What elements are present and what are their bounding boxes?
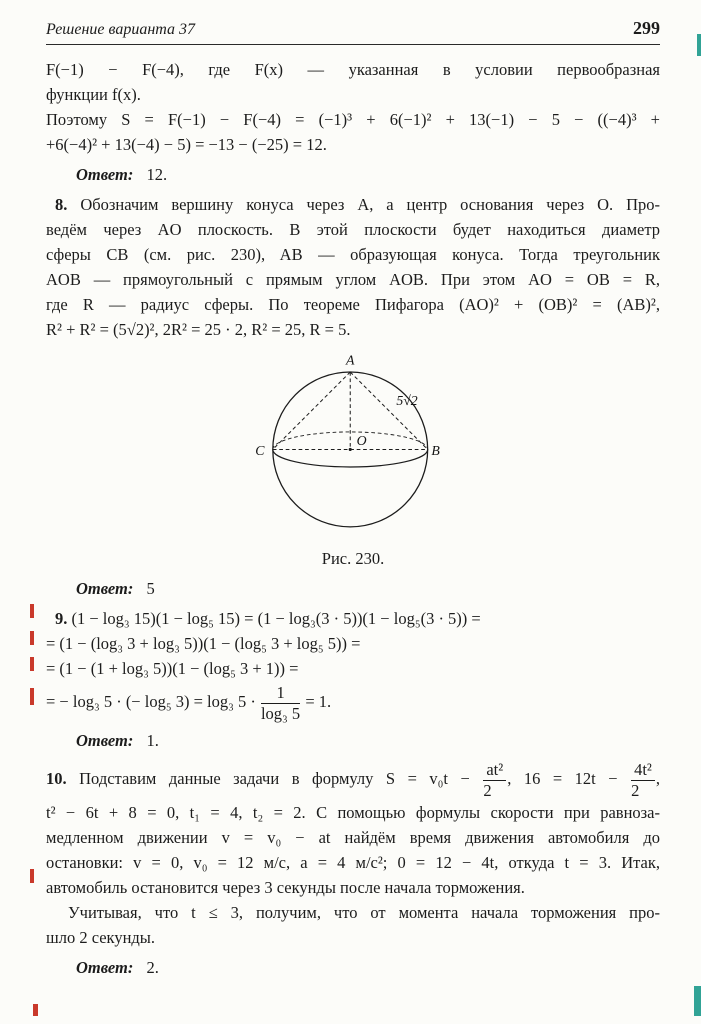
- text-run: Обозначим вершину конуса через A, а центр основания через O. Про-: [80, 195, 660, 214]
- edge-mark-teal: [697, 34, 701, 56]
- answer-label: Ответ:: [76, 731, 134, 750]
- margin-mark-red: [30, 688, 34, 705]
- label-C: C: [255, 442, 265, 458]
- text-line: функции f(x).: [46, 85, 141, 104]
- equation-line: [46, 606, 660, 631]
- fraction: [260, 684, 301, 722]
- text-line: F(−1) − F(−4), где F(x) — указанная в условии первообразная: [46, 60, 660, 79]
- answer-line: [46, 955, 660, 980]
- equation-line: +6(−4)² + 13(−4) − 5) = −13 − (−25) = 12.: [46, 135, 327, 154]
- center-dot: [349, 448, 352, 451]
- problem-number: 10.: [46, 769, 67, 788]
- equation-line: Поэтому S = F(−1) − F(−4) = (−1)³ + 6(−1)² + 13(−1) − 5 − ((−4)³ +: [46, 110, 660, 129]
- margin-mark-red: [30, 604, 34, 618]
- figure-caption: Рис. 230.: [321, 549, 385, 568]
- text-line: автомобиль остановится через 3 секунды после начала торможения.: [46, 878, 525, 897]
- equation-run: (1 − log₃ 15)(1 − log₅ 15) = (1 − log₃(3 · 5))(1 − log₅(3 · 5)) =: [71, 609, 481, 628]
- base-ellipse-back: [273, 432, 428, 450]
- margin-mark-red: [33, 1004, 38, 1016]
- text-line: t² − 6t + 8 = 0, t₁ = 4, t₂ = 2. С помощью формулы скорости при равноза-: [46, 803, 660, 822]
- fraction-numerator: 4t²: [631, 761, 655, 780]
- fraction: [630, 761, 656, 799]
- text-line: сферы CB (см. рис. 230), AB — образующая конуса. Тогда треугольник: [46, 245, 660, 264]
- answer-line: [46, 162, 660, 187]
- problem-number: 8.: [55, 195, 68, 214]
- answer-label: Ответ:: [76, 579, 134, 598]
- text-run: , 16 = 12t −: [507, 769, 618, 788]
- text-line: [46, 192, 660, 217]
- equation-line: = (1 − (log₃ 3 + log₃ 5))(1 − (log₅ 3 + log₅ 5)) =: [46, 634, 361, 653]
- page-header: [46, 0, 660, 45]
- label-slant-length: 5√2: [396, 393, 418, 409]
- base-ellipse-front: [273, 449, 428, 467]
- text-line: Учитывая, что t ≤ 3, получим, что от момента начала торможения про-: [68, 903, 660, 922]
- fraction-denominator: 2: [483, 780, 492, 800]
- label-O: O: [356, 432, 367, 448]
- text-run: ,: [655, 769, 660, 788]
- answer-line: [46, 728, 660, 753]
- figure-230: [46, 346, 660, 571]
- edge-mark-teal: [694, 986, 701, 1016]
- answer-value: 12.: [146, 165, 168, 184]
- text-line: ведём через AO плоскость. В этой плоскости будет находиться диаметр: [46, 220, 660, 239]
- cone-edge-left: [273, 372, 350, 449]
- equation-run: = − log₃ 5 · (− log₅ 3) = log₃ 5 ·: [46, 692, 256, 711]
- text-line: остановки: v = 0, v₀ = 12 м/с, a = 4 м/с²; 0 = 12 − 4t, откуда t = 3. Итак,: [46, 853, 660, 872]
- text-line: AOB — прямоугольный с прямым углом AOB. При этом AO = OB = R,: [46, 270, 660, 289]
- fraction-denominator: log₃ 5: [260, 703, 301, 723]
- running-head: Решение варианта 37: [46, 21, 196, 38]
- margin-mark-red: [30, 869, 34, 883]
- answer-line: [46, 576, 660, 601]
- answer-value: 2.: [146, 958, 159, 977]
- margin-mark-red: [30, 657, 34, 671]
- problem-number: 9.: [55, 609, 68, 628]
- equation-line: R² + R² = (5√2)², 2R² = 25 · 2, R² = 25, R = 5.: [46, 320, 351, 339]
- label-A: A: [346, 352, 355, 368]
- equation-line: = (1 − (1 + log₃ 5))(1 − (log₅ 3 + 1)) =: [46, 659, 299, 678]
- fraction-numerator: 1: [261, 684, 300, 703]
- text-line: где R — радиус сферы. По теореме Пифагора (AO)² + (OB)² = (AB)²,: [46, 295, 660, 314]
- text-line: медленном движении v = v₀ − at найдём время движения автомобиля до: [46, 828, 660, 847]
- answer-label: Ответ:: [76, 165, 134, 184]
- answer-value: 1.: [146, 731, 159, 750]
- answer-value: 5: [146, 579, 155, 598]
- page-body: [0, 45, 701, 980]
- equation-line: [46, 758, 660, 800]
- text-line: шло 2 секунды.: [46, 928, 156, 947]
- fraction: [482, 761, 507, 799]
- equation-run: = 1.: [305, 692, 332, 711]
- label-B: B: [431, 442, 440, 458]
- sphere-cone-diagram: [247, 346, 459, 540]
- page-number: 299: [633, 18, 660, 38]
- margin-mark-red: [30, 631, 34, 645]
- fraction-denominator: 2: [631, 780, 640, 800]
- text-run: Подставим данные задачи в формулу S = v₀t −: [79, 769, 470, 788]
- fraction-numerator: at²: [483, 761, 506, 780]
- equation-line: [46, 681, 660, 723]
- answer-label: Ответ:: [76, 958, 134, 977]
